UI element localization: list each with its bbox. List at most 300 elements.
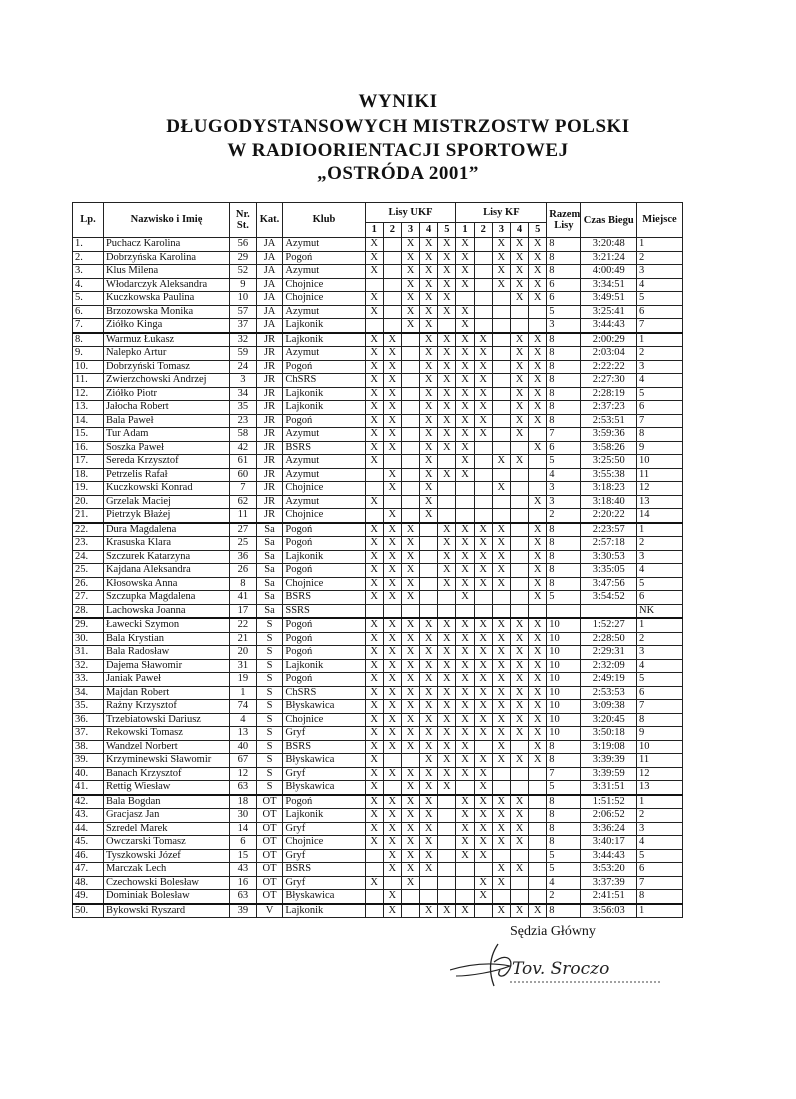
table-row xyxy=(73,319,683,333)
cell-mark: X xyxy=(474,347,492,361)
cell-mark xyxy=(401,495,419,509)
cell-name: Bykowski Ryszard xyxy=(103,904,229,918)
cell-klub: Azymut xyxy=(283,495,365,509)
cell-mark: X xyxy=(510,387,528,401)
table-row xyxy=(73,659,683,673)
cell-name: Tyszkowski Józef xyxy=(103,849,229,863)
cell-mark: X xyxy=(401,727,419,741)
cell-miejsce: 10 xyxy=(637,455,683,469)
cell-mark: X xyxy=(365,673,383,687)
table-row xyxy=(73,713,683,727)
cell-mark: X xyxy=(420,727,438,741)
cell-lp: 5. xyxy=(73,292,104,306)
cell-mark: X xyxy=(510,795,528,809)
cell-mark: X xyxy=(420,646,438,660)
cell-nr: 42 xyxy=(230,441,257,455)
cell-mark: X xyxy=(510,238,528,252)
cell-mark: X xyxy=(438,305,456,319)
table-row xyxy=(73,904,683,918)
cell-mark: X xyxy=(383,646,401,660)
cell-mark: X xyxy=(365,347,383,361)
cell-mark xyxy=(492,509,510,523)
cell-mark xyxy=(474,740,492,754)
cell-lp: 45. xyxy=(73,836,104,850)
cell-mark xyxy=(401,604,419,618)
cell-mark: X xyxy=(438,468,456,482)
table-row xyxy=(73,809,683,823)
cell-kat: OT xyxy=(256,809,283,823)
cell-mark xyxy=(438,604,456,618)
cell-mark: X xyxy=(529,632,547,646)
table-row xyxy=(73,374,683,388)
cell-mark: X xyxy=(510,428,528,442)
cell-mark: X xyxy=(365,876,383,890)
cell-mark xyxy=(492,781,510,795)
cell-mark xyxy=(401,401,419,415)
table-row xyxy=(73,686,683,700)
cell-name: Lachowska Joanna xyxy=(103,604,229,618)
cell-lp: 7. xyxy=(73,319,104,333)
cell-mark xyxy=(401,387,419,401)
cell-mark xyxy=(529,822,547,836)
cell-mark: X xyxy=(456,591,474,605)
cell-mark: X xyxy=(383,401,401,415)
cell-razem: 10 xyxy=(547,673,581,687)
cell-mark: X xyxy=(529,740,547,754)
cell-kat: S xyxy=(256,618,283,632)
cell-mark xyxy=(510,577,528,591)
cell-kat: JR xyxy=(256,455,283,469)
cell-miejsce: 1 xyxy=(637,795,683,809)
cell-lp: 40. xyxy=(73,767,104,781)
cell-czas: 3:37:39 xyxy=(581,876,637,890)
table-row xyxy=(73,781,683,795)
cell-razem: 6 xyxy=(547,441,581,455)
cell-mark: X xyxy=(420,455,438,469)
cell-mark xyxy=(529,428,547,442)
cell-mark: X xyxy=(492,863,510,877)
cell-mark: X xyxy=(456,441,474,455)
cell-mark xyxy=(365,319,383,333)
cell-mark xyxy=(383,781,401,795)
cell-lp: 37. xyxy=(73,727,104,741)
cell-mark xyxy=(383,754,401,768)
cell-czas: 3:25:50 xyxy=(581,455,637,469)
cell-mark xyxy=(510,781,528,795)
cell-mark xyxy=(401,428,419,442)
cell-mark: X xyxy=(474,890,492,904)
cell-mark: X xyxy=(420,822,438,836)
cell-mark xyxy=(474,863,492,877)
table-row xyxy=(73,523,683,537)
cell-lp: 4. xyxy=(73,278,104,292)
cell-mark: X xyxy=(492,238,510,252)
cell-mark xyxy=(510,441,528,455)
cell-mark xyxy=(438,591,456,605)
cell-nr: 30 xyxy=(230,809,257,823)
cell-mark: X xyxy=(456,795,474,809)
cell-mark xyxy=(529,455,547,469)
cell-mark: X xyxy=(474,401,492,415)
cell-mark: X xyxy=(438,577,456,591)
cell-klub: Pogoń xyxy=(283,537,365,551)
cell-klub: Lajkonik xyxy=(283,659,365,673)
cell-mark: X xyxy=(420,360,438,374)
cell-mark: X xyxy=(492,836,510,850)
cell-mark xyxy=(492,767,510,781)
cell-mark: X xyxy=(492,537,510,551)
cell-mark: X xyxy=(383,374,401,388)
cell-mark: X xyxy=(420,509,438,523)
cell-mark: X xyxy=(401,809,419,823)
cell-miejsce: 11 xyxy=(637,754,683,768)
cell-nr: 63 xyxy=(230,890,257,904)
cell-czas: 3:35:05 xyxy=(581,564,637,578)
cell-razem: 5 xyxy=(547,305,581,319)
cell-klub: Lajkonik xyxy=(283,809,365,823)
cell-mark xyxy=(401,441,419,455)
cell-mark: X xyxy=(474,673,492,687)
cell-czas: 3:44:43 xyxy=(581,319,637,333)
cell-mark: X xyxy=(474,387,492,401)
cell-nr: 41 xyxy=(230,591,257,605)
cell-mark: X xyxy=(420,836,438,850)
cell-mark: X xyxy=(474,360,492,374)
cell-mark xyxy=(474,455,492,469)
cell-mark xyxy=(492,468,510,482)
cell-mark: X xyxy=(438,686,456,700)
cell-mark xyxy=(474,305,492,319)
cell-kat: V xyxy=(256,904,283,918)
cell-mark: X xyxy=(420,251,438,265)
cell-razem: 10 xyxy=(547,659,581,673)
cell-czas: 3:49:51 xyxy=(581,292,637,306)
cell-czas: 3:55:38 xyxy=(581,468,637,482)
cell-mark xyxy=(474,495,492,509)
cell-czas: 3:54:52 xyxy=(581,591,637,605)
cell-mark: X xyxy=(510,904,528,918)
table-row xyxy=(73,604,683,618)
cell-mark: X xyxy=(529,401,547,415)
cell-mark xyxy=(510,523,528,537)
cell-czas: 2:28:19 xyxy=(581,387,637,401)
cell-mark: X xyxy=(510,686,528,700)
header-ukf-2: 2 xyxy=(383,223,401,238)
cell-mark xyxy=(492,890,510,904)
cell-czas: 4:00:49 xyxy=(581,265,637,279)
cell-mark: X xyxy=(474,537,492,551)
cell-mark: X xyxy=(456,455,474,469)
cell-razem: 5 xyxy=(547,863,581,877)
cell-mark xyxy=(510,468,528,482)
cell-klub: Lajkonik xyxy=(283,387,365,401)
cell-klub: Chojnice xyxy=(283,292,365,306)
cell-name: Dobrzyński Tomasz xyxy=(103,360,229,374)
cell-czas: 2:57:18 xyxy=(581,537,637,551)
cell-miejsce: 4 xyxy=(637,836,683,850)
cell-name: Rażny Krzysztof xyxy=(103,700,229,714)
cell-mark: X xyxy=(383,713,401,727)
cell-mark: X xyxy=(474,700,492,714)
cell-name: Marczak Lech xyxy=(103,863,229,877)
cell-mark: X xyxy=(401,767,419,781)
cell-mark: X xyxy=(383,904,401,918)
cell-mark xyxy=(474,251,492,265)
cell-kat: S xyxy=(256,700,283,714)
cell-mark xyxy=(420,577,438,591)
cell-nr: 17 xyxy=(230,604,257,618)
cell-mark: X xyxy=(401,686,419,700)
cell-miejsce: 7 xyxy=(637,876,683,890)
cell-nr: 13 xyxy=(230,727,257,741)
cell-name: Warmuz Łukasz xyxy=(103,333,229,347)
cell-mark xyxy=(401,347,419,361)
cell-mark: X xyxy=(456,659,474,673)
cell-mark xyxy=(529,781,547,795)
cell-czas: 1:52:27 xyxy=(581,618,637,632)
cell-mark: X xyxy=(474,836,492,850)
cell-razem: 3 xyxy=(547,495,581,509)
cell-mark: X xyxy=(401,523,419,537)
cell-mark: X xyxy=(474,564,492,578)
cell-klub: Azymut xyxy=(283,305,365,319)
cell-name: Tur Adam xyxy=(103,428,229,442)
cell-nr: 4 xyxy=(230,713,257,727)
cell-mark: X xyxy=(365,822,383,836)
title-line-1: WYNIKI xyxy=(358,91,438,112)
cell-mark: X xyxy=(438,618,456,632)
cell-klub: Pogoń xyxy=(283,360,365,374)
cell-miejsce: 9 xyxy=(637,441,683,455)
cell-razem: 2 xyxy=(547,890,581,904)
cell-mark: X xyxy=(492,618,510,632)
cell-miejsce: 12 xyxy=(637,482,683,496)
cell-mark: X xyxy=(365,238,383,252)
cell-mark: X xyxy=(456,849,474,863)
cell-mark: X xyxy=(401,238,419,252)
cell-nr: 23 xyxy=(230,414,257,428)
cell-mark: X xyxy=(438,767,456,781)
cell-name: Krzyminewski Sławomir xyxy=(103,754,229,768)
cell-mark: X xyxy=(456,577,474,591)
cell-mark: X xyxy=(510,836,528,850)
cell-kat: JA xyxy=(256,305,283,319)
cell-czas: 3:31:51 xyxy=(581,781,637,795)
cell-razem: 3 xyxy=(547,319,581,333)
table-row xyxy=(73,632,683,646)
cell-miejsce: 6 xyxy=(637,863,683,877)
cell-mark: X xyxy=(456,904,474,918)
cell-kat: OT xyxy=(256,836,283,850)
cell-nr: 10 xyxy=(230,292,257,306)
cell-mark: X xyxy=(365,441,383,455)
cell-name: Kajdana Aleksandra xyxy=(103,564,229,578)
cell-nr: 62 xyxy=(230,495,257,509)
cell-mark xyxy=(510,550,528,564)
cell-mark xyxy=(365,482,383,496)
cell-nr: 59 xyxy=(230,347,257,361)
cell-mark: X xyxy=(474,659,492,673)
cell-kat: Sa xyxy=(256,564,283,578)
cell-kat: Sa xyxy=(256,577,283,591)
cell-name: Bala Krystian xyxy=(103,632,229,646)
cell-mark xyxy=(474,509,492,523)
cell-miejsce: 8 xyxy=(637,428,683,442)
cell-name: Kuczkowski Konrad xyxy=(103,482,229,496)
table-row xyxy=(73,251,683,265)
table-row xyxy=(73,333,683,347)
cell-lp: 13. xyxy=(73,401,104,415)
cell-mark: X xyxy=(420,401,438,415)
cell-kat: S xyxy=(256,632,283,646)
cell-razem: 8 xyxy=(547,265,581,279)
cell-mark: X xyxy=(529,673,547,687)
cell-lp: 29. xyxy=(73,618,104,632)
cell-mark: X xyxy=(492,822,510,836)
cell-name: Bala Paweł xyxy=(103,414,229,428)
cell-mark: X xyxy=(529,347,547,361)
cell-mark xyxy=(420,564,438,578)
cell-mark: X xyxy=(420,754,438,768)
cell-czas: 3:18:40 xyxy=(581,495,637,509)
cell-razem: 6 xyxy=(547,278,581,292)
cell-mark: X xyxy=(365,795,383,809)
cell-mark: X xyxy=(474,632,492,646)
cell-lp: 18. xyxy=(73,468,104,482)
cell-mark: X xyxy=(510,618,528,632)
cell-name: Czechowski Bolesław xyxy=(103,876,229,890)
cell-czas: 2:41:51 xyxy=(581,890,637,904)
cell-klub: Gryf xyxy=(283,876,365,890)
cell-miejsce: 3 xyxy=(637,822,683,836)
cell-kat: S xyxy=(256,713,283,727)
cell-kat: S xyxy=(256,781,283,795)
cell-lp: 19. xyxy=(73,482,104,496)
cell-klub: Pogoń xyxy=(283,251,365,265)
cell-name: Kuczkowska Paulina xyxy=(103,292,229,306)
cell-name: Ziółko Kinga xyxy=(103,319,229,333)
cell-mark xyxy=(510,537,528,551)
cell-mark: X xyxy=(492,754,510,768)
header-miejsce: Miejsce xyxy=(637,203,683,238)
cell-mark: X xyxy=(529,904,547,918)
cell-mark: X xyxy=(492,646,510,660)
cell-klub: Gryf xyxy=(283,822,365,836)
cell-mark xyxy=(383,455,401,469)
header-kf-4: 4 xyxy=(510,223,528,238)
cell-mark: X xyxy=(474,727,492,741)
cell-mark: X xyxy=(492,523,510,537)
cell-mark xyxy=(492,360,510,374)
cell-mark: X xyxy=(456,265,474,279)
cell-mark xyxy=(529,604,547,618)
table-row xyxy=(73,876,683,890)
header-kat: Kat. xyxy=(256,203,283,238)
cell-mark: X xyxy=(401,319,419,333)
cell-mark: X xyxy=(492,795,510,809)
cell-mark: X xyxy=(456,754,474,768)
cell-kat: JR xyxy=(256,441,283,455)
cell-miejsce: 7 xyxy=(637,700,683,714)
cell-nr: 67 xyxy=(230,754,257,768)
cell-mark: X xyxy=(529,387,547,401)
cell-mark: X xyxy=(529,278,547,292)
cell-klub: Gryf xyxy=(283,849,365,863)
cell-mark: X xyxy=(529,727,547,741)
cell-miejsce: 1 xyxy=(637,904,683,918)
cell-mark: X xyxy=(401,305,419,319)
cell-mark xyxy=(529,767,547,781)
header-razem: Razem Lisy xyxy=(547,203,581,238)
cell-lp: 44. xyxy=(73,822,104,836)
cell-mark: X xyxy=(383,822,401,836)
cell-name: Szczupka Magdalena xyxy=(103,591,229,605)
cell-mark xyxy=(456,509,474,523)
cell-mark: X xyxy=(510,863,528,877)
cell-razem: 7 xyxy=(547,428,581,442)
cell-klub: Gryf xyxy=(283,727,365,741)
cell-name: Rekowski Tomasz xyxy=(103,727,229,741)
cell-razem: 8 xyxy=(547,414,581,428)
cell-mark: X xyxy=(474,795,492,809)
cell-kat: JA xyxy=(256,319,283,333)
cell-mark: X xyxy=(420,686,438,700)
cell-klub: BSRS xyxy=(283,740,365,754)
judge-label: Sędzia Główny xyxy=(510,924,596,939)
cell-czas: 2:28:50 xyxy=(581,632,637,646)
table-row xyxy=(73,550,683,564)
cell-mark xyxy=(438,809,456,823)
cell-mark: X xyxy=(456,333,474,347)
cell-czas: 3:39:39 xyxy=(581,754,637,768)
cell-nr: 34 xyxy=(230,387,257,401)
cell-mark: X xyxy=(383,809,401,823)
cell-nr: 57 xyxy=(230,305,257,319)
cell-mark: X xyxy=(474,618,492,632)
cell-mark xyxy=(365,468,383,482)
cell-mark: X xyxy=(365,646,383,660)
cell-miejsce: 6 xyxy=(637,305,683,319)
cell-kat: S xyxy=(256,727,283,741)
cell-mark xyxy=(510,890,528,904)
cell-mark: X xyxy=(456,564,474,578)
cell-klub: ChSRS xyxy=(283,686,365,700)
cell-mark: X xyxy=(383,659,401,673)
cell-mark: X xyxy=(456,401,474,415)
cell-nr: 52 xyxy=(230,265,257,279)
cell-mark: X xyxy=(529,686,547,700)
cell-mark xyxy=(401,890,419,904)
cell-kat: JR xyxy=(256,374,283,388)
cell-mark xyxy=(438,890,456,904)
cell-mark: X xyxy=(529,713,547,727)
judge-signature xyxy=(450,940,670,1000)
cell-razem: 5 xyxy=(547,455,581,469)
cell-mark: X xyxy=(510,754,528,768)
cell-mark: X xyxy=(420,904,438,918)
cell-mark: X xyxy=(492,482,510,496)
cell-mark: X xyxy=(492,876,510,890)
cell-lp: 30. xyxy=(73,632,104,646)
cell-miejsce: 2 xyxy=(637,537,683,551)
cell-mark xyxy=(492,292,510,306)
cell-mark: X xyxy=(401,591,419,605)
cell-kat: OT xyxy=(256,890,283,904)
cell-mark: X xyxy=(420,659,438,673)
cell-mark: X xyxy=(456,305,474,319)
cell-mark: X xyxy=(529,441,547,455)
table-row xyxy=(73,305,683,319)
